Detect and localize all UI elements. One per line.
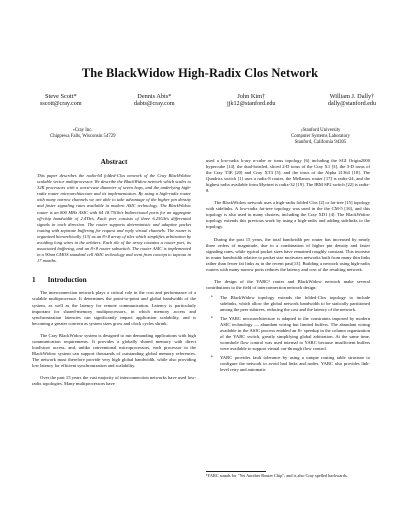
author-email[interactable]: dally@stanford.edu — [327, 100, 376, 107]
right-column — [206, 158, 370, 376]
author-name: John Kim† — [237, 93, 266, 100]
affiliation-mark: * — [72, 129, 75, 133]
body-paragraph: The design of the YARC¹ router and BlackWidow network make several contributions to the field of interconnection network design: — [206, 278, 370, 290]
author-email[interactable]: jjk12@stanford.edu — [227, 100, 276, 107]
body-paragraph: During the past 15 years, the total bandwidth per router has increased by nearly three orders of magnitude, due to a combination of higher pin density and faster signaling rates, while typical packet sizes have remained roughly constant. This increase in router bandwidth relative to packet size motivates networks built from many thin links rather than fewer fat links as in the recent past[13]. Building a network using high-radix routers with many narrow ports reduces the latency and cost of the resulting network. — [206, 236, 370, 272]
list-item: • The YARC microarchitecture is adapted to the constraints imposed by modern ASIC technology — abundant wiring but limited buffers. The abundant wiring available in the ASIC process enabled an 8× speedup in the column organization of the YARC switch, greatly simplifying global arbitration. At the same time, wormhole flow control was used internal to YARC because insufficient buffers were available to support virtual cut-through flow control. — [216, 316, 370, 352]
body-paragraph: Over the past 15 years the vast majority of interconnection networks have used low-radix topologies. Many multiprocessors have — [32, 374, 196, 387]
body-paragraph: The Cray BlackWidow system is designed to run demanding applications with high communication requirements. It provides a globally shared memory with direct load/store access, and, unlike conventional microprocessors, each processor in the BlackWidow system can support thousands of outstanding global memory references. The network must therefore provide very high global bandwidth, while also providing low latency for efficient synchronization and scalability. — [32, 332, 196, 368]
list-item: • The BlackWidow topology extends the folded-Clos topology to include sidelinks, which allow the global network bandwidth to be statically partitioned among the peer subtrees, reducing the cost and the latency of the network. — [216, 295, 370, 313]
body-paragraph: The interconnection network plays a critical role in the cost and performance of a scalable multiprocessor. It determines the point-to-point and global bandwidth of the system, as well as the latency for remote communication. Latency is particularly important for shared-memory multiprocessors, in which memory access and synchronization latencies can significantly impact application scalability, and is becoming a greater concern as system sizes grow and clock cycles shrink. — [32, 290, 196, 326]
affiliation-name: Stanford University — [302, 128, 341, 133]
section-title: Introduction — [47, 276, 87, 285]
author-email[interactable]: sscott@cray.com — [40, 100, 82, 107]
affiliation-address: Chippewa Falls, Wisconsin 54729 — [50, 134, 116, 140]
footnote: ¹YARC stands for "Yet Another Router Chip", and is also Cray spelled backwards. — [206, 473, 348, 478]
left-column — [32, 158, 196, 387]
section-number: 1 — [32, 276, 36, 285]
author-email[interactable]: dabts@cray.com — [134, 100, 175, 107]
affiliation-address-2: Stanford, California 94305 — [294, 140, 347, 146]
affiliation-list — [50, 128, 350, 147]
affiliation-name: Cray Inc. — [74, 128, 93, 133]
author-4 — [328, 93, 376, 108]
paper-title: The BlackWidow High-Radix Clos Network — [81, 66, 319, 80]
author-3 — [227, 93, 275, 108]
section-heading — [32, 276, 196, 284]
affiliation-cray — [50, 128, 116, 147]
body-paragraph: used a low-radix k-ary n-cube or torus topology [6] including the SGI Origin2000 hypercube [14], the dual-bristled, sliced 2-D torus of the Cray X1 [3], the 3-D torus of the Cray T3E [20] and Cray XT3 [5], and the torus of the Alpha 21364 [18]. The Quadrics switch [1] uses a radix-8 router, the Mellanox router [17] is radix-24, and the highest radix available from Myrinet is radix-32 [19]. The IBM SP2 switch [22] is radix-8. — [206, 158, 370, 194]
abstract-text: This paper describes the radix-64 folded-Clos network of the Cray BlackWidow scalable vector multiprocessor. We describe the BlackWidow network which scales to 32K processors with a worst-case diameter of seven hops, and the underlying high-radix router microarchitecture and its implementation. By using a high-radix router with many narrow channels we are able to take advantage of the higher pin density and faster signaling rates available in modern ASIC technology. The BlackWidow router is an 800 MHz ASIC with 64 18.75Gb/s bidirectional ports for an aggregate off-chip bandwidth of 2.4Tb/s. Each port consists of three 6.25Gb/s differential signals in each direction. The router supports deterministic and adaptive packet routing with separate buffering for request and reply virtual channels. The router is organized hierarchically [13] as an 8×8 array of tiles which simplifies arbitration by avoiding long wires in the arbiters. Each tile of the array contains a router port, its associated buffering, and an 8×8 router subswitch. The router ASIC is implemented in a 90nm CMOS standard cell ASIC technology and went from concept to tapeout in 17 months. — [37, 173, 191, 264]
author-2 — [134, 93, 175, 108]
list-item: • YARC provides fault tolerance by using a unique routing table structure to configure the network to avoid bad links and nodes. YARC also provides link-level retry and automatic — [216, 355, 370, 373]
affiliation-mark: † — [300, 129, 303, 133]
author-name: Dennis Abts* — [137, 93, 172, 100]
author-1 — [40, 93, 82, 108]
contribution-list — [206, 295, 370, 374]
affiliation-stanford — [291, 128, 350, 147]
affiliation-address: Computer Systems Laboratory — [291, 134, 350, 140]
footnote-divider — [206, 471, 266, 472]
author-name: Steve Scott* — [44, 93, 77, 100]
author-list — [40, 93, 376, 108]
author-name: William J. Dally† — [329, 93, 375, 100]
abstract-heading: Abstract — [100, 158, 128, 166]
body-paragraph: The BlackWidow network uses a high-radix folded Clos [2] or fat-tree [15] topology with sidelinks. A low-radix fat-tree topology was used in the the CM-5 [16], and this topology is also used in many clusters, including the Cray XD1 [4]. The BlackWidow topology extends this previous work by using a high-radix and adding sidelinks to the topology. — [206, 200, 370, 230]
